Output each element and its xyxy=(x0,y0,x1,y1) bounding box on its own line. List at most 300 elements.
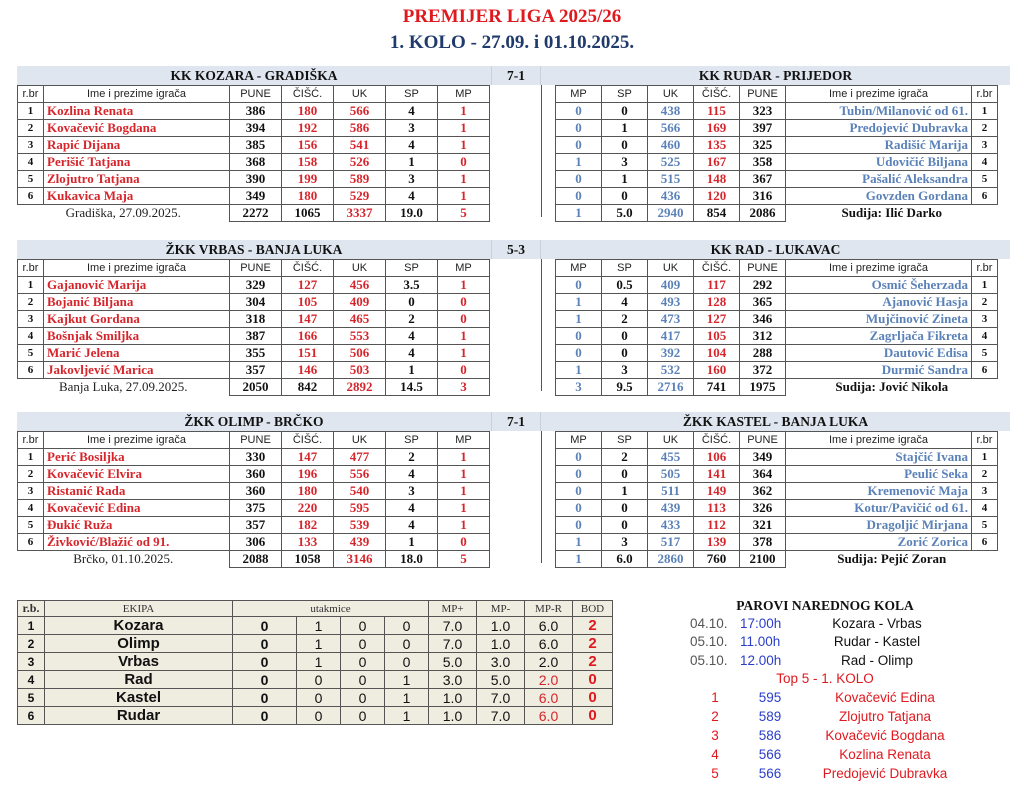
standings-header-row xyxy=(18,601,613,617)
away-player-row xyxy=(556,188,998,205)
standings-wins: 0 xyxy=(297,671,341,689)
player-mp: 1 xyxy=(438,137,490,154)
col-sp: SP xyxy=(602,260,648,277)
total-uk: 2860 xyxy=(648,551,694,568)
player-sp: 3 xyxy=(386,483,438,500)
home-player-row xyxy=(18,328,490,345)
total-uk: 3146 xyxy=(334,551,386,568)
standings-team: Kastel xyxy=(45,689,233,707)
top5-score: 566 xyxy=(758,747,782,762)
total-cisc: 760 xyxy=(694,551,740,568)
player-name: Đukić Ruža xyxy=(44,517,230,534)
fixture-time: 12.00h xyxy=(740,652,782,668)
player-pune: 364 xyxy=(740,466,786,483)
player-pune: 368 xyxy=(230,154,282,171)
player-pune: 365 xyxy=(740,294,786,311)
player-pune: 358 xyxy=(740,154,786,171)
total-pune: 2088 xyxy=(230,551,282,568)
away-total-row xyxy=(556,379,998,396)
player-pune: 360 xyxy=(230,466,282,483)
home-player-row xyxy=(18,277,490,294)
player-rbr: 1 xyxy=(18,277,44,294)
player-cisc: 139 xyxy=(694,534,740,551)
away-player-row xyxy=(556,311,998,328)
player-cisc: 105 xyxy=(694,328,740,345)
player-cisc: 127 xyxy=(694,311,740,328)
player-sp: 0.5 xyxy=(602,277,648,294)
player-mp: 1 xyxy=(438,103,490,120)
col-sp: SP xyxy=(602,86,648,103)
col-rbr: r.br xyxy=(972,432,998,449)
player-uk: 556 xyxy=(334,466,386,483)
top5-player: Predojević Dubravka xyxy=(822,766,948,781)
col-player-name: Ime i prezime igrača xyxy=(786,86,972,103)
player-name: Stajčić Ivana xyxy=(786,449,972,466)
home-player-row xyxy=(18,311,490,328)
col-mp: MP xyxy=(438,86,490,103)
player-uk: 460 xyxy=(648,137,694,154)
standings-rank: 4 xyxy=(18,671,45,689)
match-header xyxy=(17,66,1010,85)
standings-mp-minus: 7.0 xyxy=(477,689,525,707)
standings-row xyxy=(18,617,613,635)
total-sp: 6.0 xyxy=(602,551,648,568)
player-mp: 0 xyxy=(556,171,602,188)
player-name: Perić Bosiljka xyxy=(44,449,230,466)
away-player-row xyxy=(556,483,998,500)
divider xyxy=(541,259,542,391)
player-name: Udovičić Biljana xyxy=(786,154,972,171)
col-player-name: Ime i prezime igrača xyxy=(786,260,972,277)
player-uk: 566 xyxy=(648,120,694,137)
col-pune: PUNE xyxy=(740,432,786,449)
player-uk: 439 xyxy=(648,500,694,517)
total-uk: 2940 xyxy=(648,205,694,222)
away-team-title: KK RUDAR - PRIJEDOR xyxy=(541,66,1010,85)
player-cisc: 115 xyxy=(694,103,740,120)
standings-team: Rudar xyxy=(45,707,233,725)
player-cisc: 169 xyxy=(694,120,740,137)
home-column-header-row xyxy=(18,86,490,103)
col-uk: UK xyxy=(334,432,386,449)
standings-rank: 1 xyxy=(18,617,45,635)
match-result: 5-3 xyxy=(491,240,541,259)
col-mp: MP xyxy=(438,260,490,277)
player-rbr: 4 xyxy=(972,328,998,345)
standings-draws: 0 xyxy=(341,653,385,671)
standings-draws: 0 xyxy=(341,635,385,653)
fixture-pair: Rad - Olimp xyxy=(840,652,913,668)
player-pune: 385 xyxy=(230,137,282,154)
player-sp: 1 xyxy=(602,171,648,188)
standings-draws: 0 xyxy=(341,671,385,689)
player-uk: 506 xyxy=(334,345,386,362)
player-uk: 517 xyxy=(648,534,694,551)
player-name: Zagrljača Fikreta xyxy=(786,328,972,345)
player-cisc: 113 xyxy=(694,500,740,517)
player-uk: 526 xyxy=(334,154,386,171)
top5-rank: 2 xyxy=(711,709,719,724)
home-player-row xyxy=(18,517,490,534)
top5-player: Kovačević Edina xyxy=(835,690,935,705)
player-name: Peulić Seka xyxy=(786,466,972,483)
col-cisc: ČIŠĆ. xyxy=(694,432,740,449)
home-players-table xyxy=(17,431,490,568)
player-name: Pašalić Aleksandra xyxy=(786,171,972,188)
standings-mp-diff: 6.0 xyxy=(525,707,573,725)
player-name: Kukavica Maja xyxy=(44,188,230,205)
player-rbr: 2 xyxy=(18,294,44,311)
away-player-row xyxy=(556,500,998,517)
standings-rank: 6 xyxy=(18,707,45,725)
col-pune: PUNE xyxy=(740,260,786,277)
col-cisc: ČIŠĆ. xyxy=(282,432,334,449)
total-mp: 5 xyxy=(438,205,490,222)
player-cisc: 167 xyxy=(694,154,740,171)
away-player-row xyxy=(556,154,998,171)
standings-team: Olimp xyxy=(45,635,233,653)
player-uk: 515 xyxy=(648,171,694,188)
standings-row xyxy=(18,707,613,725)
top5-score: 595 xyxy=(758,690,782,705)
total-pune: 1975 xyxy=(740,379,786,396)
player-pune: 387 xyxy=(230,328,282,345)
player-name: Kajkut Gordana xyxy=(44,311,230,328)
player-pune: 288 xyxy=(740,345,786,362)
standings-wins: 1 xyxy=(297,617,341,635)
standings-table xyxy=(17,600,613,725)
fixture-pair: Rudar - Kastel xyxy=(833,634,921,650)
player-uk: 539 xyxy=(334,517,386,534)
fixture-row xyxy=(690,633,980,652)
player-cisc: 104 xyxy=(694,345,740,362)
player-sp: 2 xyxy=(386,311,438,328)
home-total-row xyxy=(18,551,490,568)
player-name: Rapić Dijana xyxy=(44,137,230,154)
player-pune: 292 xyxy=(740,277,786,294)
player-sp: 0 xyxy=(602,500,648,517)
standings-team: Vrbas xyxy=(45,653,233,671)
player-name: Živković/Blažić od 91. xyxy=(44,534,230,551)
player-mp: 1 xyxy=(438,171,490,188)
match-place-date: Gradiška, 27.09.2025. xyxy=(65,205,181,221)
referee: Sudija: Pejić Zoran xyxy=(837,551,947,567)
player-name: Predojević Dubravka xyxy=(786,120,972,137)
standings-points: 2 xyxy=(573,617,613,635)
player-uk: 589 xyxy=(334,171,386,188)
player-cisc: 120 xyxy=(694,188,740,205)
player-sp: 4 xyxy=(386,466,438,483)
standings-games-played: 0 xyxy=(233,671,297,689)
page-subtitle: 1. KOLO - 27.09. i 01.10.2025. xyxy=(389,32,635,53)
standings-mp-plus: 7.0 xyxy=(429,635,477,653)
player-cisc: 147 xyxy=(282,449,334,466)
standings-rank: 3 xyxy=(18,653,45,671)
col-rbr: r.br xyxy=(18,86,44,103)
total-sp: 18.0 xyxy=(386,551,438,568)
player-uk: 529 xyxy=(334,188,386,205)
player-name: Kovačević Elvira xyxy=(44,466,230,483)
player-pune: 323 xyxy=(740,103,786,120)
match-header xyxy=(17,412,1010,431)
player-mp: 0 xyxy=(556,449,602,466)
away-column-header-row xyxy=(556,432,998,449)
player-rbr: 5 xyxy=(18,345,44,362)
col-rbr: r.br xyxy=(18,260,44,277)
total-mp: 5 xyxy=(438,551,490,568)
away-player-row xyxy=(556,328,998,345)
player-name: Ajanović Hasja xyxy=(786,294,972,311)
player-name: Zlojutro Tatjana xyxy=(44,171,230,188)
player-sp: 3 xyxy=(386,171,438,188)
player-mp: 0 xyxy=(438,154,490,171)
player-pune: 304 xyxy=(230,294,282,311)
away-player-row xyxy=(556,171,998,188)
player-rbr: 5 xyxy=(18,171,44,188)
player-pune: 394 xyxy=(230,120,282,137)
away-player-row xyxy=(556,345,998,362)
standings-mp-diff: 6.0 xyxy=(525,635,573,653)
player-name: Tubin/Milanović od 61. xyxy=(786,103,972,120)
total-pune: 2050 xyxy=(230,379,282,396)
standings-mp-plus: 1.0 xyxy=(429,707,477,725)
top5-rank: 5 xyxy=(711,766,719,781)
player-cisc: 199 xyxy=(282,171,334,188)
standings-losses: 1 xyxy=(385,689,429,707)
home-player-row xyxy=(18,362,490,379)
divider xyxy=(541,431,542,563)
away-players-table xyxy=(555,259,998,396)
home-player-row xyxy=(18,103,490,120)
player-uk: 455 xyxy=(648,449,694,466)
player-mp: 1 xyxy=(556,294,602,311)
fixture-time: 17:00h xyxy=(740,615,782,631)
standings-row xyxy=(18,653,613,671)
player-sp: 3 xyxy=(386,120,438,137)
away-player-row xyxy=(556,120,998,137)
top5-score: 586 xyxy=(758,728,782,743)
standings-losses: 0 xyxy=(385,653,429,671)
player-cisc: 180 xyxy=(282,188,334,205)
player-sp: 0 xyxy=(602,466,648,483)
player-cisc: 105 xyxy=(282,294,334,311)
player-mp: 1 xyxy=(438,483,490,500)
away-player-row xyxy=(556,103,998,120)
standings-mp-plus: 5.0 xyxy=(429,653,477,671)
home-total-row xyxy=(18,205,490,222)
player-pune: 378 xyxy=(740,534,786,551)
player-mp: 1 xyxy=(556,311,602,328)
player-sp: 0 xyxy=(602,345,648,362)
fixture-row xyxy=(690,651,980,670)
col-sp: SP xyxy=(386,260,438,277)
fixture-date: 04.10. xyxy=(690,615,728,631)
player-uk: 553 xyxy=(334,328,386,345)
referee: Sudija: Jović Nikola xyxy=(835,379,949,395)
player-pune: 362 xyxy=(740,483,786,500)
player-pune: 386 xyxy=(230,103,282,120)
away-team-title: ŽKK KASTEL - BANJA LUKA xyxy=(541,412,1010,431)
home-column-header-row xyxy=(18,260,490,277)
player-uk: 477 xyxy=(334,449,386,466)
player-rbr: 2 xyxy=(972,294,998,311)
player-pune: 318 xyxy=(230,311,282,328)
player-uk: 409 xyxy=(648,277,694,294)
total-sp: 19.0 xyxy=(386,205,438,222)
player-cisc: 128 xyxy=(694,294,740,311)
standings-mp-diff: 6.0 xyxy=(525,617,573,635)
standings-points: 0 xyxy=(573,671,613,689)
player-cisc: 220 xyxy=(282,500,334,517)
player-mp: 1 xyxy=(556,362,602,379)
player-sp: 0 xyxy=(602,328,648,345)
player-sp: 0 xyxy=(386,294,438,311)
player-mp: 1 xyxy=(438,517,490,534)
player-name: Kotur/Pavičić od 61. xyxy=(786,500,972,517)
player-cisc: 192 xyxy=(282,120,334,137)
standings-header-mpr: MP-R xyxy=(525,601,573,617)
top5-rank: 1 xyxy=(711,690,719,705)
standings-mp-diff: 6.0 xyxy=(525,689,573,707)
standings-rank: 5 xyxy=(18,689,45,707)
total-pune: 2100 xyxy=(740,551,786,568)
player-mp: 0 xyxy=(438,534,490,551)
total-sp: 5.0 xyxy=(602,205,648,222)
col-player-name: Ime i prezime igrača xyxy=(44,260,230,277)
col-uk: UK xyxy=(648,432,694,449)
standings-mp-minus: 5.0 xyxy=(477,671,525,689)
player-name: Zorić Zorica xyxy=(786,534,972,551)
player-cisc: 147 xyxy=(282,311,334,328)
player-sp: 1 xyxy=(386,362,438,379)
fixture-date: 05.10. xyxy=(690,652,728,668)
player-rbr: 1 xyxy=(972,277,998,294)
standings-team: Rad xyxy=(45,671,233,689)
player-mp: 0 xyxy=(438,294,490,311)
away-column-header-row xyxy=(556,260,998,277)
away-player-row xyxy=(556,449,998,466)
col-pune: PUNE xyxy=(230,260,282,277)
total-mp: 3 xyxy=(438,379,490,396)
player-mp: 0 xyxy=(556,500,602,517)
match-block xyxy=(17,240,1010,395)
player-pune: 316 xyxy=(740,188,786,205)
player-pune: 346 xyxy=(740,311,786,328)
player-sp: 2 xyxy=(602,449,648,466)
col-cisc: ČIŠĆ. xyxy=(282,86,334,103)
player-sp: 4 xyxy=(602,294,648,311)
player-rbr: 1 xyxy=(18,449,44,466)
player-rbr: 4 xyxy=(972,500,998,517)
col-uk: UK xyxy=(334,260,386,277)
home-player-row xyxy=(18,449,490,466)
player-pune: 306 xyxy=(230,534,282,551)
away-player-row xyxy=(556,466,998,483)
col-player-name: Ime i prezime igrača xyxy=(44,86,230,103)
player-cisc: 149 xyxy=(694,483,740,500)
player-cisc: 160 xyxy=(694,362,740,379)
standings-rank: 2 xyxy=(18,635,45,653)
top5-row xyxy=(690,688,980,707)
col-player-name: Ime i prezime igrača xyxy=(44,432,230,449)
standings-header-rb: r.b. xyxy=(18,601,45,617)
player-name: Govzden Gordana xyxy=(786,188,972,205)
player-cisc: 146 xyxy=(282,362,334,379)
standings-row xyxy=(18,689,613,707)
player-rbr: 6 xyxy=(972,188,998,205)
standings-header-games: utakmice xyxy=(233,601,429,617)
col-sp: SP xyxy=(386,432,438,449)
player-sp: 2 xyxy=(602,311,648,328)
away-player-row xyxy=(556,277,998,294)
standings-mp-plus: 1.0 xyxy=(429,689,477,707)
player-uk: 505 xyxy=(648,466,694,483)
top5-row xyxy=(690,764,980,783)
player-sp: 0 xyxy=(602,517,648,534)
standings-team: Kozara xyxy=(45,617,233,635)
player-mp: 1 xyxy=(438,449,490,466)
away-player-row xyxy=(556,362,998,379)
player-name: Kozlina Renata xyxy=(44,103,230,120)
player-rbr: 3 xyxy=(18,311,44,328)
player-mp: 0 xyxy=(556,120,602,137)
col-cisc: ČIŠĆ. xyxy=(282,260,334,277)
away-player-row xyxy=(556,294,998,311)
player-pune: 312 xyxy=(740,328,786,345)
player-name: Dragoljić Mirjana xyxy=(786,517,972,534)
player-pune: 360 xyxy=(230,483,282,500)
player-cisc: 158 xyxy=(282,154,334,171)
standings-mp-minus: 1.0 xyxy=(477,635,525,653)
standings-wins: 0 xyxy=(297,707,341,725)
standings-mp-diff: 2.0 xyxy=(525,671,573,689)
col-rbr: r.br xyxy=(18,432,44,449)
player-name: Perišić Tatjana xyxy=(44,154,230,171)
standings-wins: 1 xyxy=(297,653,341,671)
standings-mp-diff: 2.0 xyxy=(525,653,573,671)
player-name: Bojanić Biljana xyxy=(44,294,230,311)
col-mp: MP xyxy=(556,432,602,449)
total-sp: 14.5 xyxy=(386,379,438,396)
match-place-date: Brčko, 01.10.2025. xyxy=(73,551,174,567)
standings-header-team: EKIPA xyxy=(45,601,233,617)
player-pune: 375 xyxy=(230,500,282,517)
top5-rank: 3 xyxy=(711,728,719,743)
player-cisc: 127 xyxy=(282,277,334,294)
player-name: Osmić Šeherzada xyxy=(786,277,972,294)
standings-losses: 1 xyxy=(385,671,429,689)
top5-row xyxy=(690,745,980,764)
player-cisc: 141 xyxy=(694,466,740,483)
player-uk: 532 xyxy=(648,362,694,379)
fixture-time: 11.00h xyxy=(740,634,781,650)
player-cisc: 148 xyxy=(694,171,740,188)
col-uk: UK xyxy=(648,86,694,103)
top5-player: Kozlina Renata xyxy=(839,747,931,762)
match-header xyxy=(17,240,1010,259)
standings-row xyxy=(18,671,613,689)
total-mp: 3 xyxy=(556,379,602,396)
col-mp: MP xyxy=(556,260,602,277)
standings-points: 2 xyxy=(573,653,613,671)
standings-row xyxy=(18,635,613,653)
player-sp: 1 xyxy=(602,483,648,500)
match-block xyxy=(17,412,1010,567)
player-cisc: 151 xyxy=(282,345,334,362)
fixture-date: 05.10. xyxy=(690,634,728,650)
player-mp: 0 xyxy=(556,277,602,294)
player-sp: 4 xyxy=(386,345,438,362)
